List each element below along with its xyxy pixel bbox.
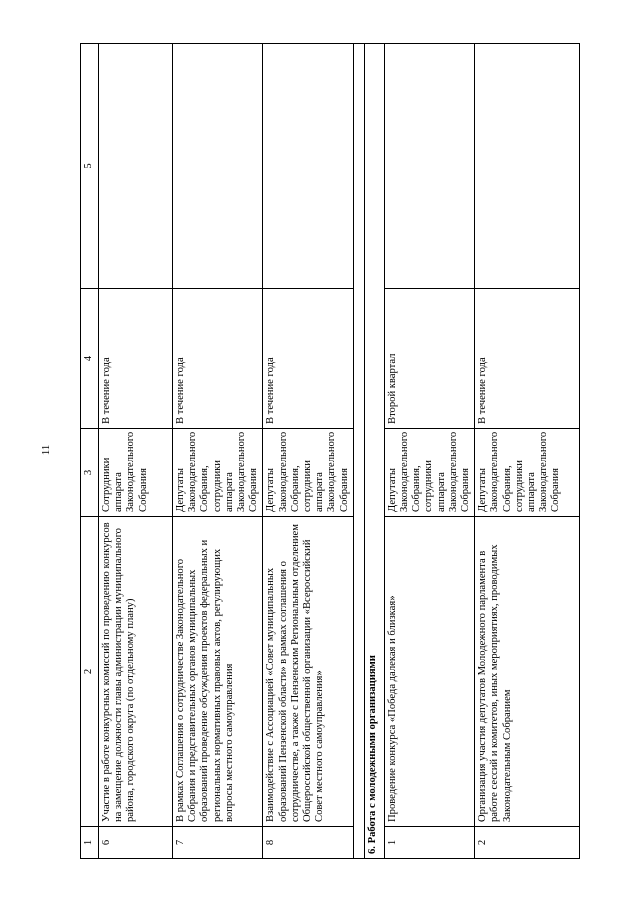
row-number: 1 [384,827,474,859]
table-row [475,44,580,859]
rotated-table-area [80,44,580,859]
event-cell: Проведение конкурса «Победа далекая и близкая» [384,517,474,827]
row-number: 6 [99,827,173,859]
row-number: 2 [475,827,580,859]
column-number: 5 [81,44,99,289]
page-number: 11 [40,444,52,456]
event-cell: Участие в работе конкурсных комиссий по проведению конкурсов на замещение должности главы администрации муниципального района, городского округа (по отдельному плану) [99,517,173,827]
row-number: 8 [263,827,353,859]
deadline-cell: Второй квартал [384,289,474,429]
responsible-cell: Депутаты Законодательного Собрания, сотрудники аппарата Законодательного Собрания [173,429,263,517]
deadline-cell: В течение года [173,289,263,429]
column-number-row [81,44,99,859]
row-number: 7 [173,827,263,859]
column-number: 3 [81,429,99,517]
table-wrapper [80,44,580,859]
responsible-cell: Сотрудники аппарата Законодательного Собрания [99,429,173,517]
section-title: 6. Работа с молодежными организациями [364,44,384,859]
note-cell [475,44,580,289]
responsible-cell: Депутаты Законодательного Собрания, сотрудники аппарата Законодательного Собрания [475,429,580,517]
deadline-cell: В течение года [99,289,173,429]
table-row [173,44,263,859]
deadline-cell: В течение года [475,289,580,429]
schedule-table [80,43,580,859]
event-cell: Взаимодействие с Ассоциацией «Совет муниципальных образований Пензенской области» в рамках соглашения о сотрудничестве, а также с Пензенским Региональным отделением Общероссийской общественной организации «Всероссийский Совет местного самоуправления» [263,517,353,827]
column-number: 2 [81,517,99,827]
note-cell [263,44,353,289]
section-header-row [364,44,384,859]
deadline-cell: В течение года [263,289,353,429]
gap-cell [353,44,364,859]
responsible-cell: Депутаты Законодательного Собрания, сотрудники аппарата Законодательного Собрания [263,429,353,517]
event-cell: Организация участия депутатов Молодежного парламента в работе сессий и комитетов, иных мероприятиях, проводимых Законодательным Собранием [475,517,580,827]
table-row [263,44,353,859]
note-cell [384,44,474,289]
table-row [384,44,474,859]
column-number: 1 [81,827,99,859]
event-cell: В рамках Соглашения о сотрудничестве Законодательного Собрания и представительных органов муниципальных образований проведение обсуждения проектов федеральных и региональных нормативных правовых актов, регулирующих вопросы местного самоуправления [173,517,263,827]
note-cell [173,44,263,289]
responsible-cell: Депутаты Законодательного Собрания, сотрудники аппарата Законодательного Собрания [384,429,474,517]
column-number: 4 [81,289,99,429]
table-gap-row [353,44,364,859]
table-row [99,44,173,859]
note-cell [99,44,173,289]
